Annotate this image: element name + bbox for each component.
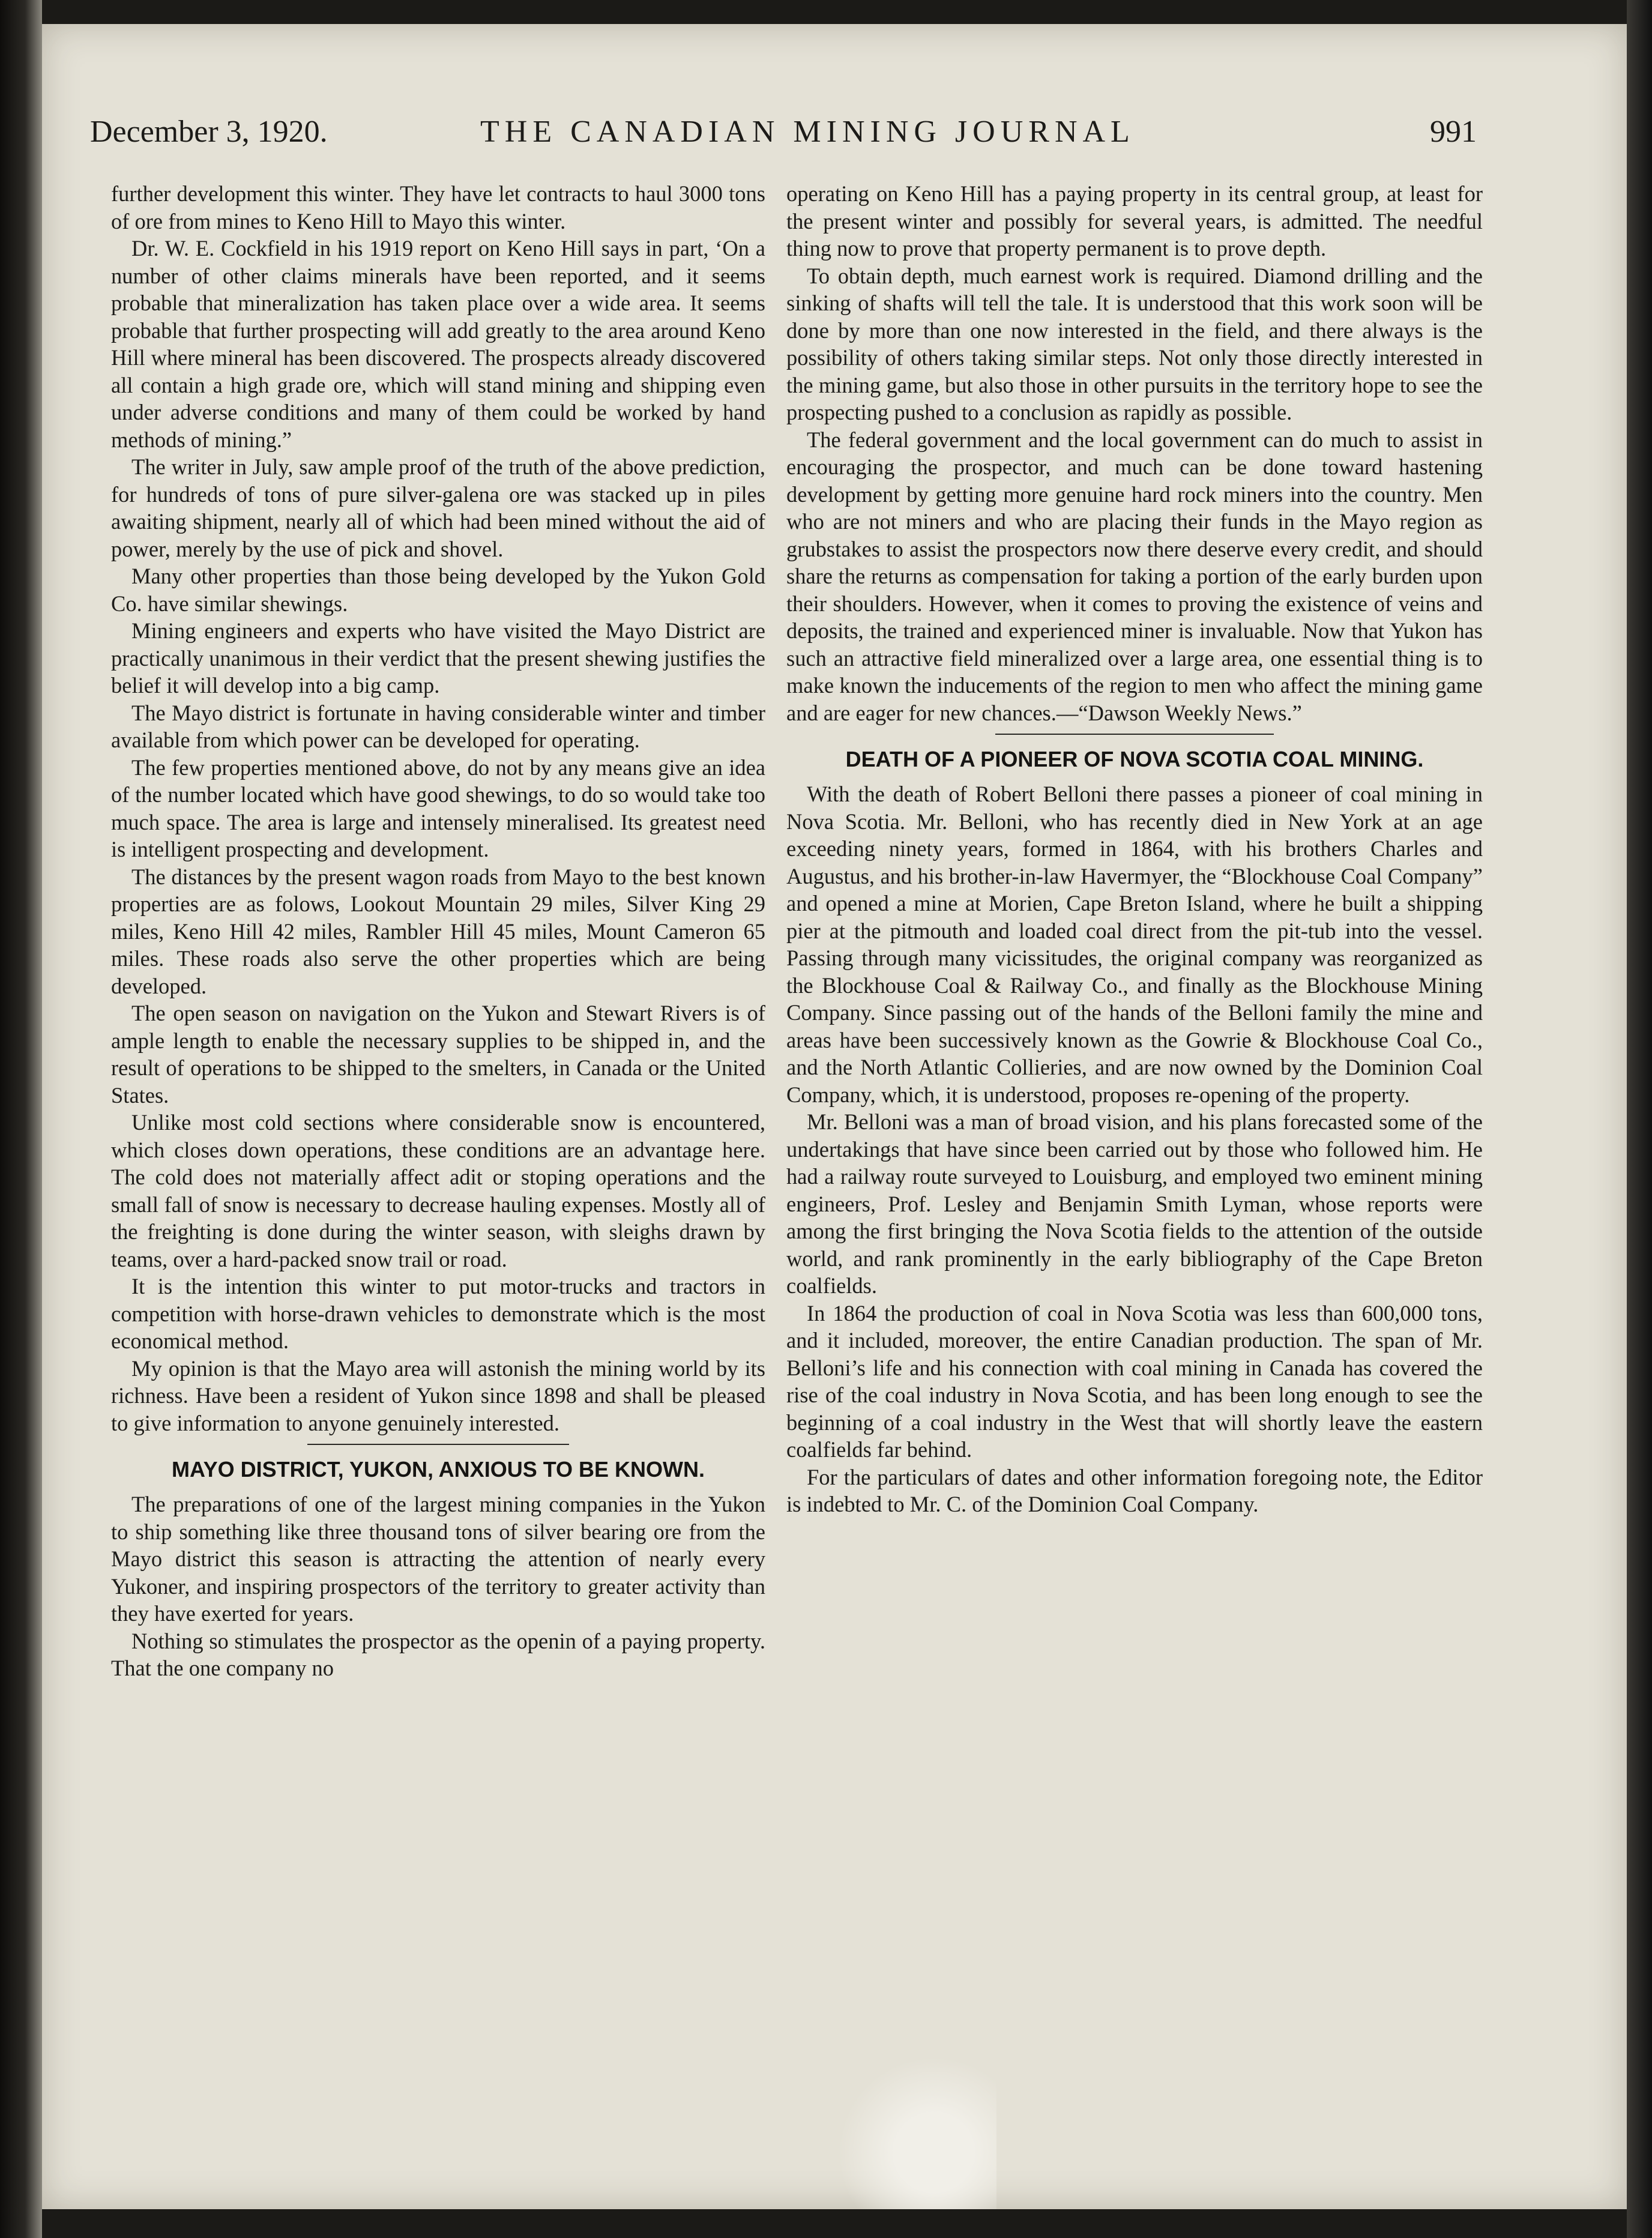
torn-corner — [840, 2059, 996, 2209]
section-divider — [995, 734, 1274, 735]
left-column — [111, 180, 765, 1682]
paragraph: In 1864 the production of coal in Nova Scotia was less than 600,000 tons, and it included, moreover, the entire Canadian production. The span of Mr. Belloni’s life and his connection with coal mining in Canada has covered the rise of the coal industry in Nova Scotia, and has been long enough to see the beginning of a coal industry in the West that will shortly leave the eastern coalfields far behind. — [786, 1300, 1483, 1462]
article-headline-mayo: MAYO DISTRICT, YUKON, ANXIOUS TO BE KNOWN. — [171, 1457, 705, 1482]
paragraph: further development this winter. They have let contracts to haul 3000 tons of ore from mines to Keno Hill to Mayo this winter. — [111, 181, 765, 234]
paragraph: operating on Keno Hill has a paying property in its central group, at least for the present winter and possibly for several years, is admitted. The needful thing now to prove that property permanent is to prove depth. — [786, 181, 1483, 261]
paragraph: Mr. Belloni was a man of broad vision, and his plans forecasted some of the undertakings that have since been carried out by those who followed him. He had a railway route surveyed to Louisburg, and employed two eminent mining engineers, Prof. Lesley and Benjamin Smith Lyman, whose reports were among the first bringing the Nova Scotia fields to the attention of the outside world, and rank prominently in the early bibliography of the Cape Breton coalfields. — [786, 1109, 1483, 1298]
page-number: 991 — [1430, 115, 1477, 149]
paragraph: The writer in July, saw ample proof of the truth of the above prediction, for hundreds of tons of pure silver-galena ore was stacked up in piles awaiting shipment, nearly all of which had been mined without the aid of power, merely by the use of pick and shovel. — [111, 454, 765, 561]
paragraph: With the death of Robert Belloni there passes a pioneer of coal mining in Nova Scotia. Mr. Belloni, who has recently died in New York at an age exceeding ninety years, formed in 1864, with his brothers Charles and Augustus, and his brother-in-law Havermyer, the “Blockhouse Coal Company” and opened a mine at Morien, Cape Breton Island, where he built a shipping pier at the pitmouth and loaded coal direct from the pit-tub into the vessel. Passing through many vicissitudes, the original company was reorganized as the Blockhouse Coal & Railway Co., and finally as the Blockhouse Mining Company. Since passing out of the hands of the Belloni family the mine and areas have been successively known as the Gowrie & Blockhouse Coal Co., and the North Atlantic Collieries, and are now owned by the Dominion Coal Company, which, it is understood, proposes re-opening of the property. — [786, 782, 1483, 1107]
paragraph: My opinion is that the Mayo area will astonish the mining world by its richness. Have been a resident of Yukon since 1898 and shall be pleased to give information to anyone genuinely interested. — [111, 1356, 765, 1435]
paragraph: To obtain depth, much earnest work is required. Diamond drilling and the sinking of shafts will tell the tale. It is understood that this work soon will be done by more than one now interested in the field, and there always is the possibility of others taking similar steps. Not only those directly interested in the mining game, but also those in other pursuits in the territory hope to see the prospecting pushed to a conclusion as rapidly as possible. — [786, 263, 1483, 424]
issue-date: December 3, 1920. — [90, 115, 328, 149]
paragraph: Nothing so stimulates the prospector as the openin of a paying property. That the one company no — [111, 1628, 765, 1680]
paragraph: For the particulars of dates and other information foregoing note, the Editor is indebted to Mr. C. of the Dominion Coal Company. — [786, 1464, 1483, 1516]
paragraph: The Mayo district is fortunate in having considerable winter and timber available from which power can be developed for operating. — [111, 700, 765, 752]
paragraph: The preparations of one of the largest mining companies in the Yukon to ship something like three thousand tons of silver bearing ore from the Mayo district this season is attracting the attention of nearly every Yukoner, and inspiring prospectors of the territory to greater activity than they have exerted for years. — [111, 1492, 765, 1626]
paragraph: Unlike most cold sections where considerable snow is encountered, which closes down operations, these conditions are an advantage here. The cold does not materially affect adit or stoping operations and the small fall of snow is necessary to decrease hauling expenses. Mostly all of the freighting is done during the winter season, with sleighs drawn by teams, over a hard-packed snow trail or road. — [111, 1110, 765, 1271]
right-column — [786, 180, 1483, 1518]
book-spine-shadow — [0, 0, 42, 2238]
running-header — [90, 114, 1477, 156]
journal-title: THE CANADIAN MINING JOURNAL — [480, 115, 1135, 149]
paragraph: Many other properties than those being developed by the Yukon Gold Co. have similar shewings. — [111, 564, 765, 616]
paragraph: Dr. W. E. Cockfield in his 1919 report on Keno Hill says in part, ‘On a number of other claims minerals have been reported, and it seems probable that mineralization has taken place over a wide area. It seems probable that further prospecting will add greatly to the area around Keno Hill where mineral has been discovered. The prospects already discovered all contain a high grade ore, which will stand mining and shipping even under adverse conditions and many of them could be worked by hand methods of mining.” — [111, 236, 765, 452]
section-divider — [307, 1444, 569, 1445]
paragraph: It is the intention this winter to put motor-trucks and tractors in competition with horse-drawn vehicles to demonstrate which is the most economical method. — [111, 1274, 765, 1353]
paragraph: The open season on navigation on the Yukon and Stewart Rivers is of ample length to enable the necessary supplies to be shipped in, and the result of operations to be shipped to the smelters, in Canada or the United States. — [111, 1001, 765, 1108]
paragraph: The federal government and the local government can do much to assist in encouraging the prospector, and much can be done toward hastening development by getting more genuine hard rock miners into the country. Men who are not miners and who are placing their funds in the Mayo region as grubstakes to assist the prospectors now there deserve every credit, and should share the returns as compensation for taking a portion of the early burden upon their shoulders. However, when it comes to proving the existence of veins and deposits, the trained and experienced miner is invaluable. Now that Yukon has such an attractive field mineralized over a large area, one essential thing is to make known the inducements of the region to men who affect the mining game and are eager for new chances.—“Dawson Weekly News.” — [786, 427, 1483, 725]
paragraph: The distances by the present wagon roads from Mayo to the best known properties are as folows, Lookout Mountain 29 miles, Silver King 29 miles, Keno Hill 42 miles, Rambler Hill 45 miles, Mount Cameron 65 miles. These roads also serve the other properties which are being developed. — [111, 864, 765, 998]
paragraph: The few properties mentioned above, do not by any means give an idea of the number located which have good shewings, to do so would take too much space. The area is large and intensely mineralised. Its greatest need is intelligent prospecting and development. — [111, 755, 765, 861]
article-headline-nova-scotia: DEATH OF A PIONEER OF NOVA SCOTIA COAL MINING. — [845, 747, 1424, 771]
page-edge-shadow — [1627, 0, 1652, 2238]
paragraph: Mining engineers and experts who have visited the Mayo District are practically unanimous in their verdict that the present shewing justifies the belief it will develop into a big camp. — [111, 618, 765, 698]
